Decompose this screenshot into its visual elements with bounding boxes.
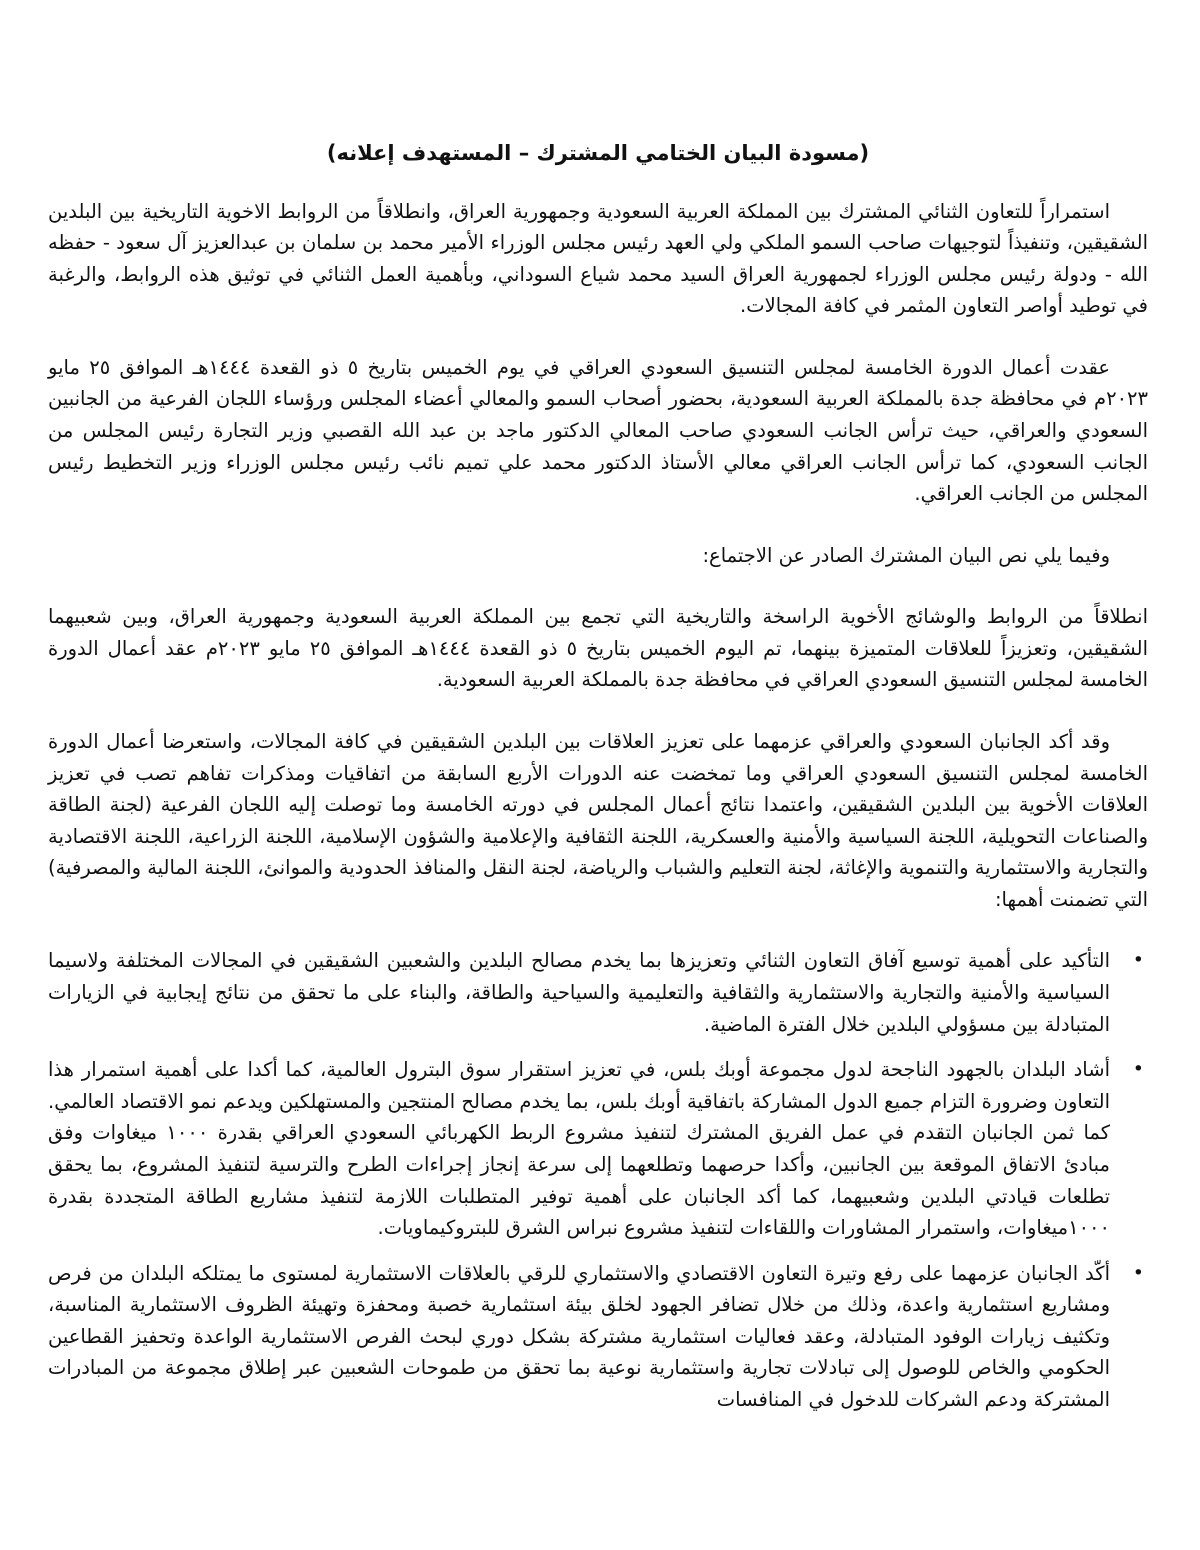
list-item [48, 945, 1144, 1040]
paragraph-statement-lead: وفيما يلي نص البيان المشترك الصادر عن الاجتماع: [702, 543, 1110, 567]
bullet-icon: • [1132, 1261, 1144, 1284]
bullet-icon: • [1132, 949, 1144, 972]
list-item [48, 1054, 1144, 1243]
list-item [48, 1258, 1144, 1416]
document-body [48, 138, 1148, 1430]
document-title: (مسودة البيان الختامي المشترك – المستهدف إعلانه) [326, 141, 870, 165]
list-item-text: أكّد الجانبان عزمهما على رفع وتيرة التعاون الاقتصادي والاستثماري للرقي بالعلاقات الاستثمارية لمستوى ما يمتلكه البلدان من فرص ومشاريع استثمارية واعدة، وذلك من خلال تضافر الجهود لخلق بيئة استثمارية خصبة ومحفزة وتهيئة الظروف الاستثمارية المناسبة، وتكثيف زيارات الوفود المتبادلة، وعقد فعاليات استثمارية مشتركة بشكل دوري لبحث الفرص الاستثمارية الواعدة وتحفيز القطاعين الحكومي والخاص للوصول إلى تبادلات تجارية واستثمارية نوعية بما تحقق من طموحات الشعبين عبر إطلاق مجموعة من المبادرات المشتركة ودعم الشركات للدخول في المنافسات [48, 1261, 1110, 1411]
list-item-text: التأكيد على أهمية توسيع آفاق التعاون الثنائي وتعزيزها بما يخدم مصالح البلدين والشعبين الشقيقين في المجالات المختلفة ولاسيما السياسية والأمنية والتجارية والاستثمارية والثقافية والتعليمية والسياحية والطاقة، والبناء على ما تحقق من نتائج إيجابية في الزيارات المتبادلة بين مسؤولي البلدين خلال الفترة الماضية. [48, 949, 1110, 1036]
list-item-text: أشاد البلدان بالجهود الناجحة لدول مجموعة أوبك بلس، في تعزيز استقرار سوق البترول العالمية، كما أكدا على أهمية استمرار هذا التعاون وضرورة التزام جميع الدول المشاركة باتفاقية أوبك بلس، بما يخدم مصالح المنتجين والمستهلكين ويدعم نمو الاقتصاد العالمي. كما ثمن الجانبان التقدم في عمل الفريق المشترك لتنفيذ مشروع الربط الكهربائي السعودي العراقي بقدرة ١٠٠٠ ميغاوات وفق مبادئ الاتفاق الموقعة بين الجانبين، وأكدا حرصهما وتطلعهما إلى سرعة إنجاز إجراءات الطرح والترسية لتنفيذ المشروع، بما يحقق تطلعات قيادتي البلدين وشعبيهما، كما أكد الجانبان على أهمية توفير المتطلبات اللازمة لتنفيذ مشاريع الطاقة المتجددة بقدرة ١٠٠٠ميغاوات، واستمرار المشاورات واللقاءات لتنفيذ مشروع نبراس الشرق للبتروكيماويات. [48, 1058, 1110, 1240]
paragraph-session: عقدت أعمال الدورة الخامسة لمجلس التنسيق السعودي العراقي في يوم الخميس بتاريخ ٥ ذو القعدة ١٤٤٤هـ الموافق ٢٥ مايو ٢٠٢٣م في محافظة جدة بالمملكة العربية السعودية، بحضور أصحاب السمو والمعالي أعضاء المجلس ورؤساء اللجان الفرعية من الجانبين السعودي والعراقي، حيث ترأس الجانب السعودي صاحب المعالي الدكتور ماجد بن عبد الله القصبي وزير التجارة رئيس المجلس من الجانب السعودي، كما ترأس الجانب العراقي معالي الأستاذ الدكتور محمد علي تميم نائب رئيس مجلس الوزراء وزير التخطيط رئيس المجلس من الجانب العراقي. [48, 355, 1148, 506]
paragraph-joint-statement: انطلاقاً من الروابط والوشائج الأخوية الراسخة والتاريخية التي تجمع بين المملكة العربية السعودية وجمهورية العراق، وبين شعبيهما الشقيقين، وتعزيزاً للعلاقات المتميزة بينهما، تم اليوم الخميس بتاريخ ٥ ذو القعدة ١٤٤٤هـ الموافق ٢٥ مايو ٢٠٢٣م عقد أعمال الدورة الخامسة لمجلس التنسيق السعودي العراقي في محافظة جدة بالمملكة العربية السعودية. [48, 605, 1148, 692]
bullet-icon: • [1132, 1058, 1144, 1081]
paragraph-intro: استمراراً للتعاون الثنائي المشترك بين المملكة العربية السعودية وجمهورية العراق، وانطلاقاً من الروابط الاخوية التاريخية بين البلدين الشقيقين، وتنفيذاً لتوجيهات صاحب السمو الملكي ولي العهد رئيس مجلس الوزراء الأمير محمد بن سلمان بن عبدالعزيز آل سعود - حفظه الله - ودولة رئيس مجلس الوزراء لجمهورية العراق السيد محمد شياع السوداني، وبأهمية العمل الثنائي في توثيق هذه الروابط، والرغبة في توطيد أواصر التعاون المثمر في كافة المجالات. [48, 199, 1148, 318]
outcomes-list [48, 945, 1148, 1415]
paragraph-committees: وقد أكد الجانبان السعودي والعراقي عزمهما على تعزيز العلاقات بين البلدين الشقيقين في كافة المجالات، واستعرضا أعمال الدورة الخامسة لمجلس التنسيق السعودي العراقي وما تمخضت عنه الدورات الأربع السابقة من اتفاقيات ومذكرات تفاهم تصب في تعزيز العلاقات الأخوية بين البلدين الشقيقين، واعتمدا نتائج أعمال المجلس في دورته الخامسة وما توصلت إليه اللجان الفرعية (لجنة الطاقة والصناعات التحويلية، اللجنة السياسية والأمنية والعسكرية، اللجنة الثقافية والإعلامية والشؤون الإسلامية، اللجنة الزراعية، اللجنة الاقتصادية والتجارية والاستثمارية والتنموية والإغاثة، لجنة التعليم والشباب والرياضة، لجنة النقل والمنافذ الحدودية والموانئ، اللجنة المالية والمصرفية) التي تضمنت أهمها: [48, 730, 1148, 911]
